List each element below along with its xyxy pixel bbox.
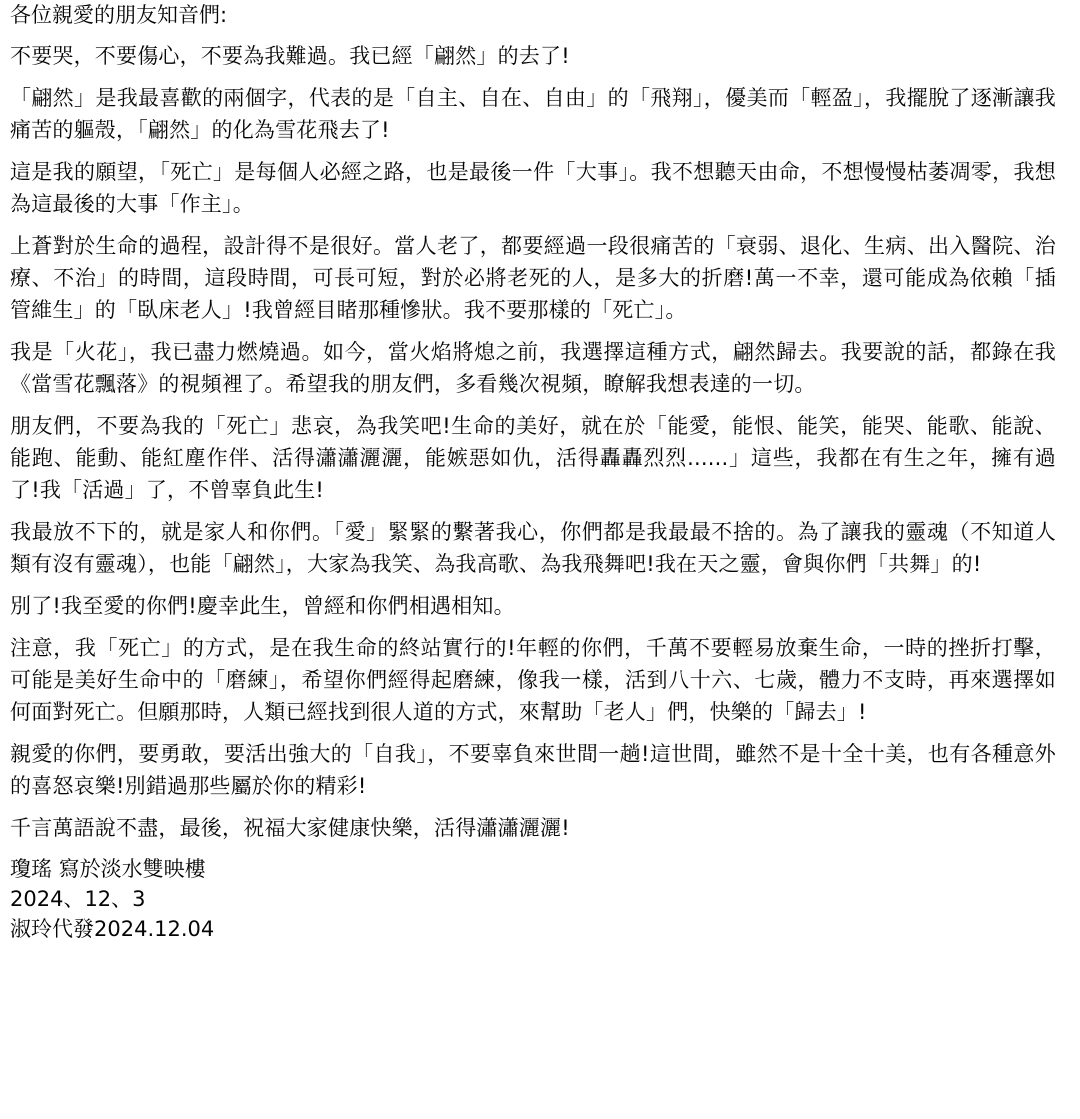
signature-author: 瓊瑤 寫於淡水雙映樓 bbox=[10, 857, 206, 881]
signature-block bbox=[10, 854, 1056, 944]
paragraph-6: 朋友們，不要為我的「死亡」悲哀，為我笑吧!生命的美好，就在於「能愛，能恨、能笑，能哭、能歌、能說、能跑、能動、能紅塵作伴、活得瀟瀟灑灑，能嫉惡如仇，活得轟轟烈烈......」這些，我都在有生之年，擁有過了!我「活過」了，不曾辜負此生! bbox=[10, 414, 1056, 502]
paragraph-3: 這是我的願望，「死亡」是每個人必經之路，也是最後一件「大事」。我不想聽天由命，不想慢慢枯萎凋零，我想為這最後的大事「作主」。 bbox=[10, 160, 1056, 216]
signature-date: 2024、12、3 bbox=[10, 887, 146, 911]
paragraph-5: 我是「火花」，我已盡力燃燒過。如今，當火焰將熄之前，我選擇這種方式，翩然歸去。我要說的話，都錄在我《當雪花飄落》的視頻裡了。希望我的朋友們，多看幾次視頻，瞭解我想表達的一切。 bbox=[10, 340, 1056, 396]
paragraph-10: 親愛的你們，要勇敢，要活出強大的「自我」，不要辜負來世間一趟!這世間，雖然不是十全十美，也有各種意外的喜怒哀樂!別錯過那些屬於你的精彩! bbox=[10, 742, 1056, 798]
paragraph-11: 千言萬語說不盡，最後，祝福大家健康快樂，活得瀟瀟灑灑! bbox=[10, 816, 570, 840]
paragraph-2: 「翩然」是我最喜歡的兩個字，代表的是「自主、自在、自由」的「飛翔」，優美而「輕盈」，我擺脫了逐漸讓我痛苦的軀殼，「翩然」的化為雪花飛去了! bbox=[10, 86, 1056, 142]
paragraph-4: 上蒼對於生命的過程，設計得不是很好。當人老了，都要經過一段很痛苦的「衰弱、退化、生病、出入醫院、治療、不治」的時間，這段時間，可長可短，對於必將老死的人，是多大的折磨!萬一不幸，還可能成為依賴「插管維生」的「臥床老人」!我曾經目睹那種慘狀。我不要那樣的「死亡」。 bbox=[10, 234, 1056, 322]
bottom-fade bbox=[0, 1103, 1080, 1119]
letter-greeting: 各位親愛的朋友知音們: bbox=[10, 3, 228, 27]
paragraph-9: 注意，我「死亡」的方式，是在我生命的終站實行的!年輕的你們，千萬不要輕易放棄生命，一時的挫折打擊，可能是美好生命中的「磨練」，希望你們經得起磨練，像我一樣，活到八十六、七歲，體力不支時，再來選擇如何面對死亡。但願那時，人類已經找到很人道的方式，來幫助「老人」們，快樂的「歸去」! bbox=[10, 636, 1056, 724]
paragraph-1: 不要哭，不要傷心，不要為我難過。我已經「翩然」的去了! bbox=[10, 44, 570, 68]
signature-posted: 淑玲代發2024.12.04 bbox=[10, 917, 215, 941]
paragraph-8: 別了!我至愛的你們!慶幸此生，曾經和你們相遇相知。 bbox=[10, 594, 515, 618]
paragraph-7: 我最放不下的，就是家人和你們。「愛」緊緊的繫著我心，你們都是我最最不捨的。為了讓我的靈魂（不知道人類有沒有靈魂），也能「翩然」，大家為我笑、為我高歌、為我飛舞吧!我在天之靈，會與你們「共舞」的! bbox=[10, 520, 1056, 576]
